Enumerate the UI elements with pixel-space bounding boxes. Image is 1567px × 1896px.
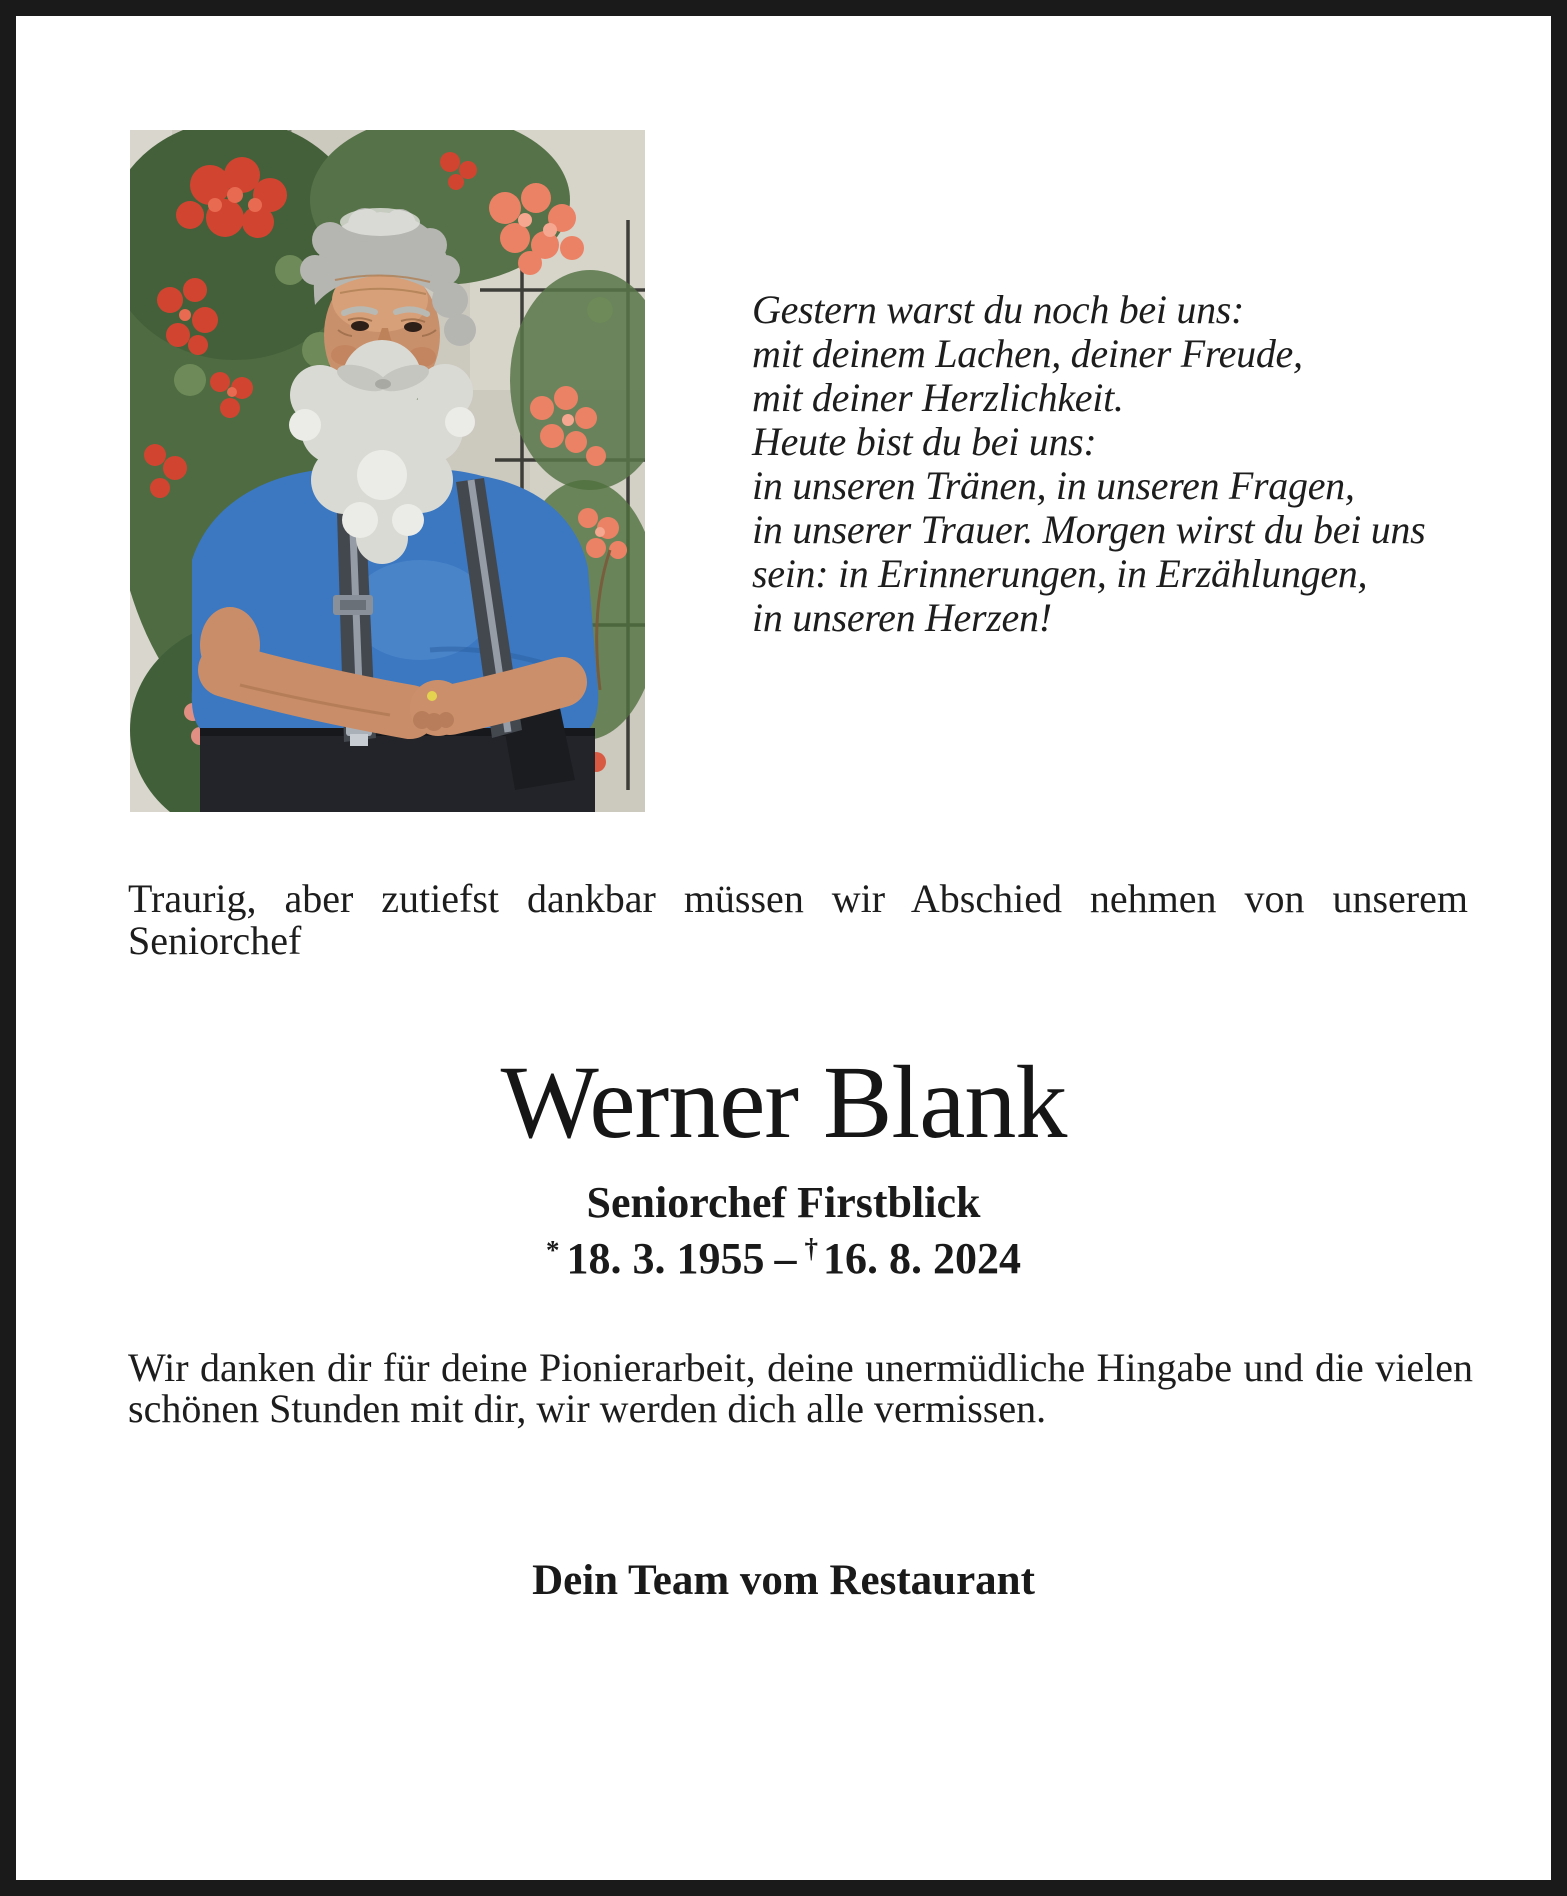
poem-line: mit deiner Herzlichkeit. [752, 375, 1124, 420]
tribute-text: Wir danken dir für deine Pionierarbeit, deine unermüdliche Hingabe und die vielen schönen Stunden mit dir, wir werden dich alle vermissen. [128, 1345, 1473, 1431]
poem-line: sein: in Erinnerungen, in Erzählungen, [752, 551, 1368, 596]
birth-star-symbol: * [546, 1235, 560, 1265]
life-dates [0, 1224, 1567, 1283]
poem-line: in unseren Herzen! [752, 595, 1052, 640]
birth-date: 18. 3. 1955 [566, 1234, 765, 1283]
deceased-title: Seniorchef Firstblick [586, 1178, 981, 1227]
death-cross-symbol: † [804, 1233, 818, 1263]
poem-line: mit deinem Lachen, deiner Freude, [752, 331, 1303, 376]
death-date: 16. 8. 2024 [823, 1234, 1021, 1283]
poem-line: in unserer Trauer. Morgen wirst du bei uns [752, 507, 1426, 552]
poem-line: in unseren Tränen, in unseren Fragen, [752, 463, 1355, 508]
memorial-photo [130, 130, 645, 812]
memorial-poem [752, 288, 1452, 640]
deceased-name: Werner Blank [500, 1045, 1067, 1160]
signoff-text: Dein Team vom Restaurant [532, 1557, 1035, 1604]
intro-text: Traurig, aber zutiefst dankbar müssen wir Abschied nehmen von unserem Seniorchef [128, 876, 1468, 963]
dates-separator: – [774, 1234, 797, 1283]
poem-line: Gestern warst du noch bei uns: [752, 287, 1245, 332]
poem-line: Heute bist du bei uns: [752, 419, 1097, 464]
memorial-photo-illustration [130, 130, 645, 812]
